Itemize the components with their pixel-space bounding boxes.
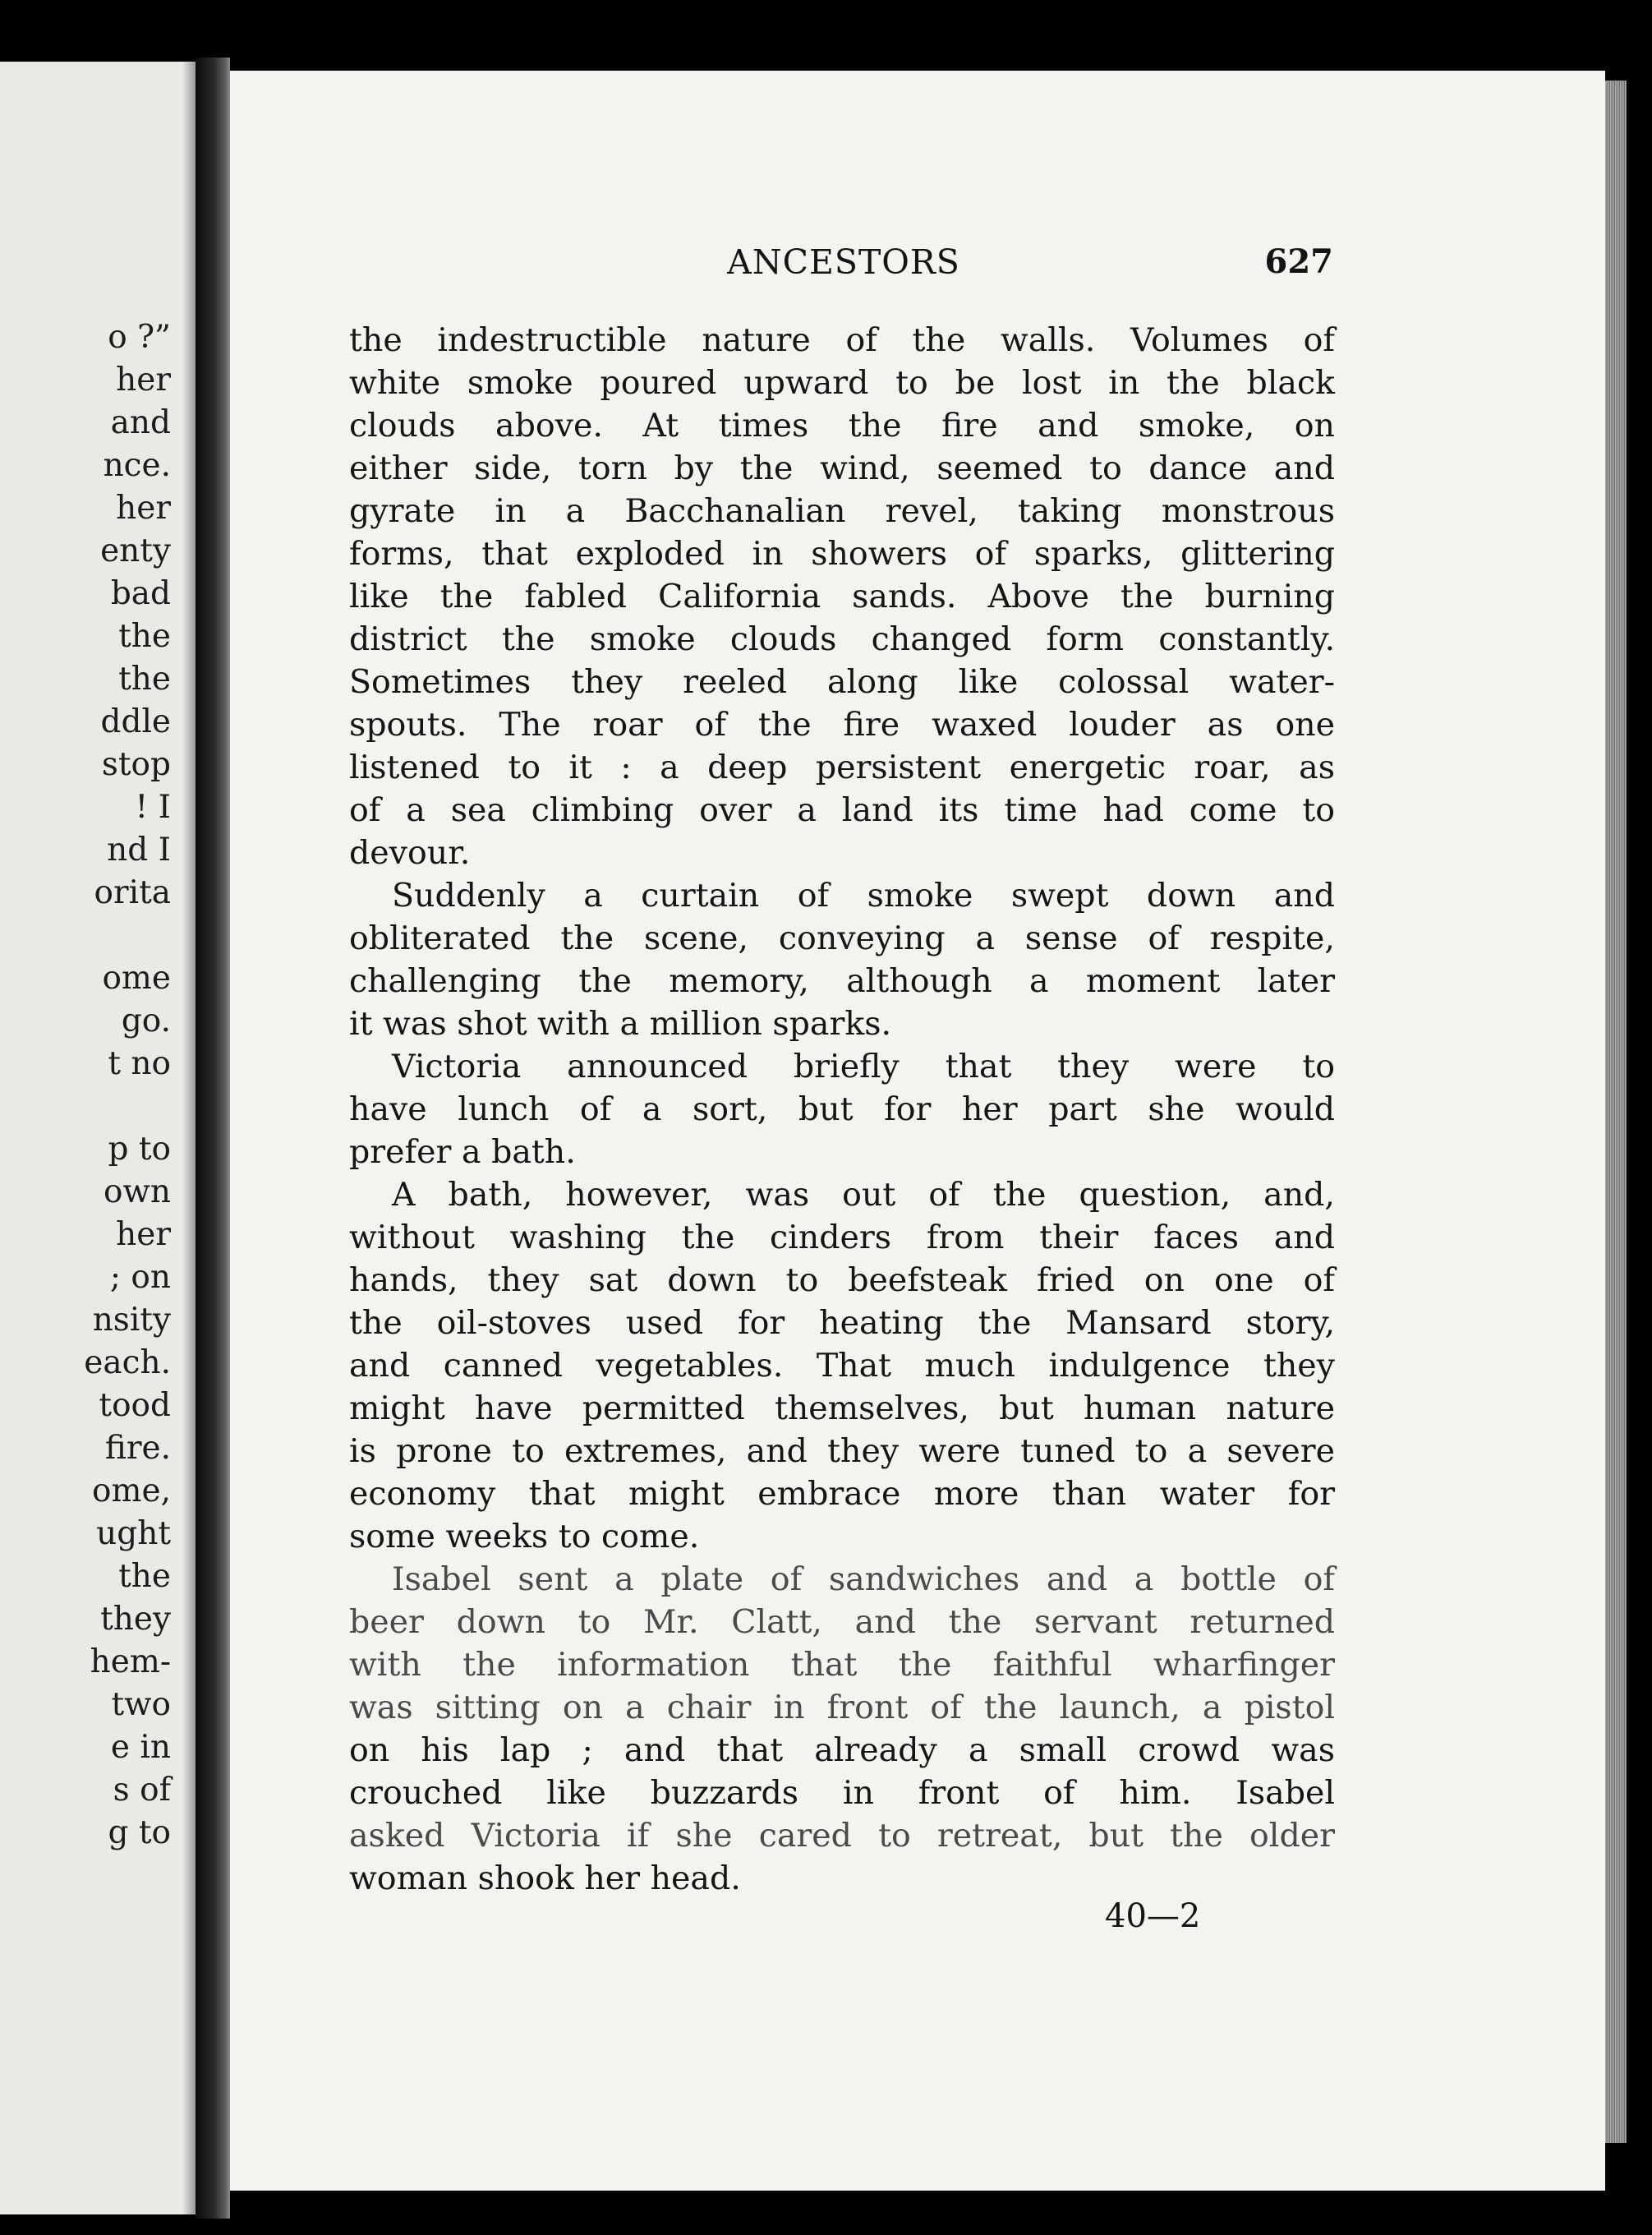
running-title: ANCESTORS xyxy=(727,242,960,282)
text-line: is prone to extremes, and they were tuned to a severe xyxy=(349,1432,1335,1470)
book-spine xyxy=(196,58,230,2219)
facing-page-line: nsity xyxy=(92,1302,171,1339)
facing-page-line: each. xyxy=(84,1344,171,1381)
text-line: the indestructible nature of the walls. Volumes of xyxy=(349,321,1335,359)
facing-page-line: stop xyxy=(101,746,171,783)
text-line: spouts. The roar of the fire waxed louder as one xyxy=(349,706,1335,744)
text-line: beer down to Mr. Clatt, and the servant returned xyxy=(349,1603,1335,1641)
text-line: with the information that the faithful wharfinger xyxy=(349,1646,1335,1684)
facing-page-line: two xyxy=(111,1686,171,1723)
text-line: hands, they sat down to beefsteak fried on one of xyxy=(349,1261,1335,1299)
text-line: devour. xyxy=(349,834,471,872)
text-line: economy that might embrace more than water for xyxy=(349,1475,1335,1513)
running-head xyxy=(354,233,1333,291)
facing-page-line: the xyxy=(118,661,171,698)
text-line: was sitting on a chair in front of the launch, a pistol xyxy=(349,1689,1335,1726)
text-line: asked Victoria if she cared to retreat, but the older xyxy=(349,1817,1335,1855)
facing-page-line: her xyxy=(116,1216,171,1253)
facing-page-line: ! I xyxy=(135,789,171,826)
text-line: have lunch of a sort, but for her part she would xyxy=(349,1090,1335,1128)
facing-page-line: the xyxy=(118,618,171,655)
text-line: might have permitted themselves, but human nature xyxy=(349,1389,1335,1427)
text-line: obliterated the scene, conveying a sense of respite, xyxy=(349,919,1335,957)
facing-page-line: ddle xyxy=(100,703,171,740)
facing-page-line: e in xyxy=(110,1729,171,1766)
text-line: crouched like buzzards in front of him. Isabel xyxy=(349,1774,1335,1812)
facing-page-line: s of xyxy=(113,1772,171,1809)
text-line: prefer a bath. xyxy=(349,1133,576,1171)
facing-page-line: p to xyxy=(108,1131,171,1168)
text-line: the oil-stoves used for heating the Mansard story, xyxy=(349,1304,1335,1342)
text-line: either side, torn by the wind, seemed to dance and xyxy=(349,449,1335,487)
gutter-shadow xyxy=(182,62,196,2214)
text-line: Sometimes they reeled along like colossal water- xyxy=(349,663,1335,701)
text-line: gyrate in a Bacchanalian revel, taking monstrous xyxy=(349,492,1335,530)
facing-page-line: ught xyxy=(96,1515,171,1552)
facing-page xyxy=(0,62,196,2214)
page-number: 627 xyxy=(1264,242,1333,281)
facing-page-line: own xyxy=(104,1173,171,1210)
facing-page-line: bad xyxy=(110,575,171,612)
facing-page-line: o ?” xyxy=(108,319,171,356)
facing-page-line: and xyxy=(110,404,171,441)
facing-page-line: t no xyxy=(108,1045,171,1082)
text-line: Isabel sent a plate of sandwiches and a bottle of xyxy=(392,1560,1335,1598)
text-line: some weeks to come. xyxy=(349,1518,700,1555)
text-line: woman shook her head. xyxy=(349,1859,741,1897)
text-line: A bath, however, was out of the question, and, xyxy=(392,1176,1335,1214)
signature-mark: 40—2 xyxy=(1105,1897,1201,1935)
facing-page-line: orita xyxy=(94,874,171,911)
facing-page-line: hem- xyxy=(90,1643,171,1680)
facing-page-line: nce. xyxy=(103,447,171,484)
page-edges xyxy=(1605,81,1627,2143)
text-line: forms, that exploded in showers of sparks, glittering xyxy=(349,535,1335,573)
text-line: Suddenly a curtain of smoke swept down and xyxy=(392,877,1335,915)
text-line: Victoria announced briefly that they were to xyxy=(392,1048,1335,1085)
text-line: clouds above. At times the fire and smoke, on xyxy=(349,407,1335,445)
facing-page-line: her xyxy=(116,490,171,527)
facing-page-line: tood xyxy=(99,1387,171,1424)
facing-page-line: fire. xyxy=(104,1430,171,1467)
text-line: challenging the memory, although a moment later xyxy=(349,962,1335,1000)
facing-page-line: go. xyxy=(121,1002,171,1039)
facing-page-line: enty xyxy=(100,532,171,569)
text-line: on his lap ; and that already a small crowd was xyxy=(349,1731,1335,1769)
facing-page-line: her xyxy=(116,362,171,399)
text-line: listened to it : a deep persistent energetic roar, as xyxy=(349,749,1335,786)
text-line: and canned vegetables. That much indulgence they xyxy=(349,1347,1335,1385)
facing-page-line: ome, xyxy=(92,1472,171,1509)
text-line: without washing the cinders from their faces and xyxy=(349,1219,1335,1256)
text-line: white smoke poured upward to be lost in the black xyxy=(349,364,1335,402)
facing-page-line: g to xyxy=(108,1814,171,1851)
text-line: of a sea climbing over a land its time had come to xyxy=(349,791,1335,829)
facing-page-line: ome xyxy=(102,960,171,997)
text-line: district the smoke clouds changed form constantly. xyxy=(349,620,1335,658)
text-line: like the fabled California sands. Above the burning xyxy=(349,578,1335,615)
body-text xyxy=(349,319,1335,1900)
facing-page-line: nd I xyxy=(107,832,171,869)
text-line: it was shot with a million sparks. xyxy=(349,1005,892,1043)
facing-page-line: the xyxy=(118,1558,171,1595)
facing-page-line: ; on xyxy=(109,1259,171,1296)
facing-page-line: they xyxy=(100,1601,171,1638)
